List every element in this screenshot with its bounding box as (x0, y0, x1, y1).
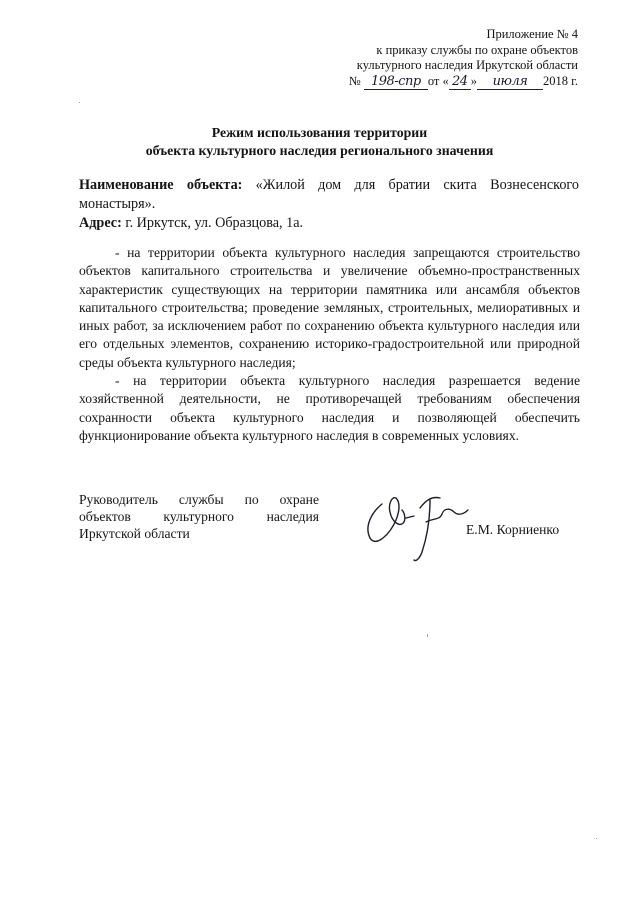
handwritten-signature (360, 478, 470, 568)
signer-position (79, 491, 319, 542)
annex-number: Приложение № 4 (486, 27, 578, 41)
regime-prohibitions: - на территории объекта культурного наследия запрещаются строительство объектов капитального строительства и увеличение объемно-пространственных характеристик существующих на территории памятника или ансамбля объектов капитального строительства; проведение земляных, строительных, мелиоративных и иных работ, за исключением работ по сохранению объекта культурного наследия или его отдельных элементов, сохранению историко-градостроительной или природной среды объекта культурного наследия; (79, 245, 580, 370)
order-number-handwritten: 198-спр (371, 73, 421, 89)
regime-permissions: - на территории объекта культурного наследия разрешается ведение хозяйственной деятельности, не противоречащей требованиям обеспечения сохранности объекта культурного наследия и позволяющей обеспечить функционирование объекта культурного наследия в современных условиях. (79, 373, 580, 443)
signer-name: Е.М. Корниенко (466, 522, 560, 537)
order-date-mid: » (470, 73, 478, 88)
object-address-value: г. Иркутск, ул. Образцова, 1а. (125, 215, 304, 231)
order-day-field (449, 74, 471, 91)
regime-text (79, 244, 580, 445)
signer-line-3: Иркутской области (79, 526, 190, 541)
order-number-field (364, 74, 428, 91)
order-year: 2018 г. (543, 73, 578, 88)
annex-header (278, 27, 578, 90)
object-name (79, 176, 579, 214)
document-title (0, 124, 639, 160)
order-number-date (278, 74, 578, 91)
object-info (79, 176, 579, 233)
annex-order-ref: к приказу службы по охране объектов (376, 42, 578, 57)
annex-authority: культурного наследия Иркутской области (356, 58, 578, 72)
order-date-from: от « (427, 73, 449, 88)
scan-speck (596, 838, 597, 839)
order-month-handwritten: июля (492, 73, 528, 89)
object-address (79, 214, 579, 233)
object-name-value: «Жилой дом для братии скита Вознесенского монастыря». (79, 177, 579, 212)
signer-line-2: объектов культурного наследия (79, 509, 319, 524)
title-line-2: объекта культурного наследия регионального значения (145, 143, 494, 158)
order-month-field (477, 74, 543, 91)
order-number-prefix: № (348, 73, 361, 88)
title-line-1: Режим использования территории (211, 125, 428, 140)
scan-speck (79, 102, 80, 103)
object-name-label: Наименование объекта: (79, 177, 243, 193)
scan-speck (427, 634, 428, 637)
signer-line-1: Руководитель службы по охране (79, 492, 319, 507)
object-address-label: Адрес: (79, 215, 122, 231)
order-day-handwritten: 24 (452, 73, 468, 89)
